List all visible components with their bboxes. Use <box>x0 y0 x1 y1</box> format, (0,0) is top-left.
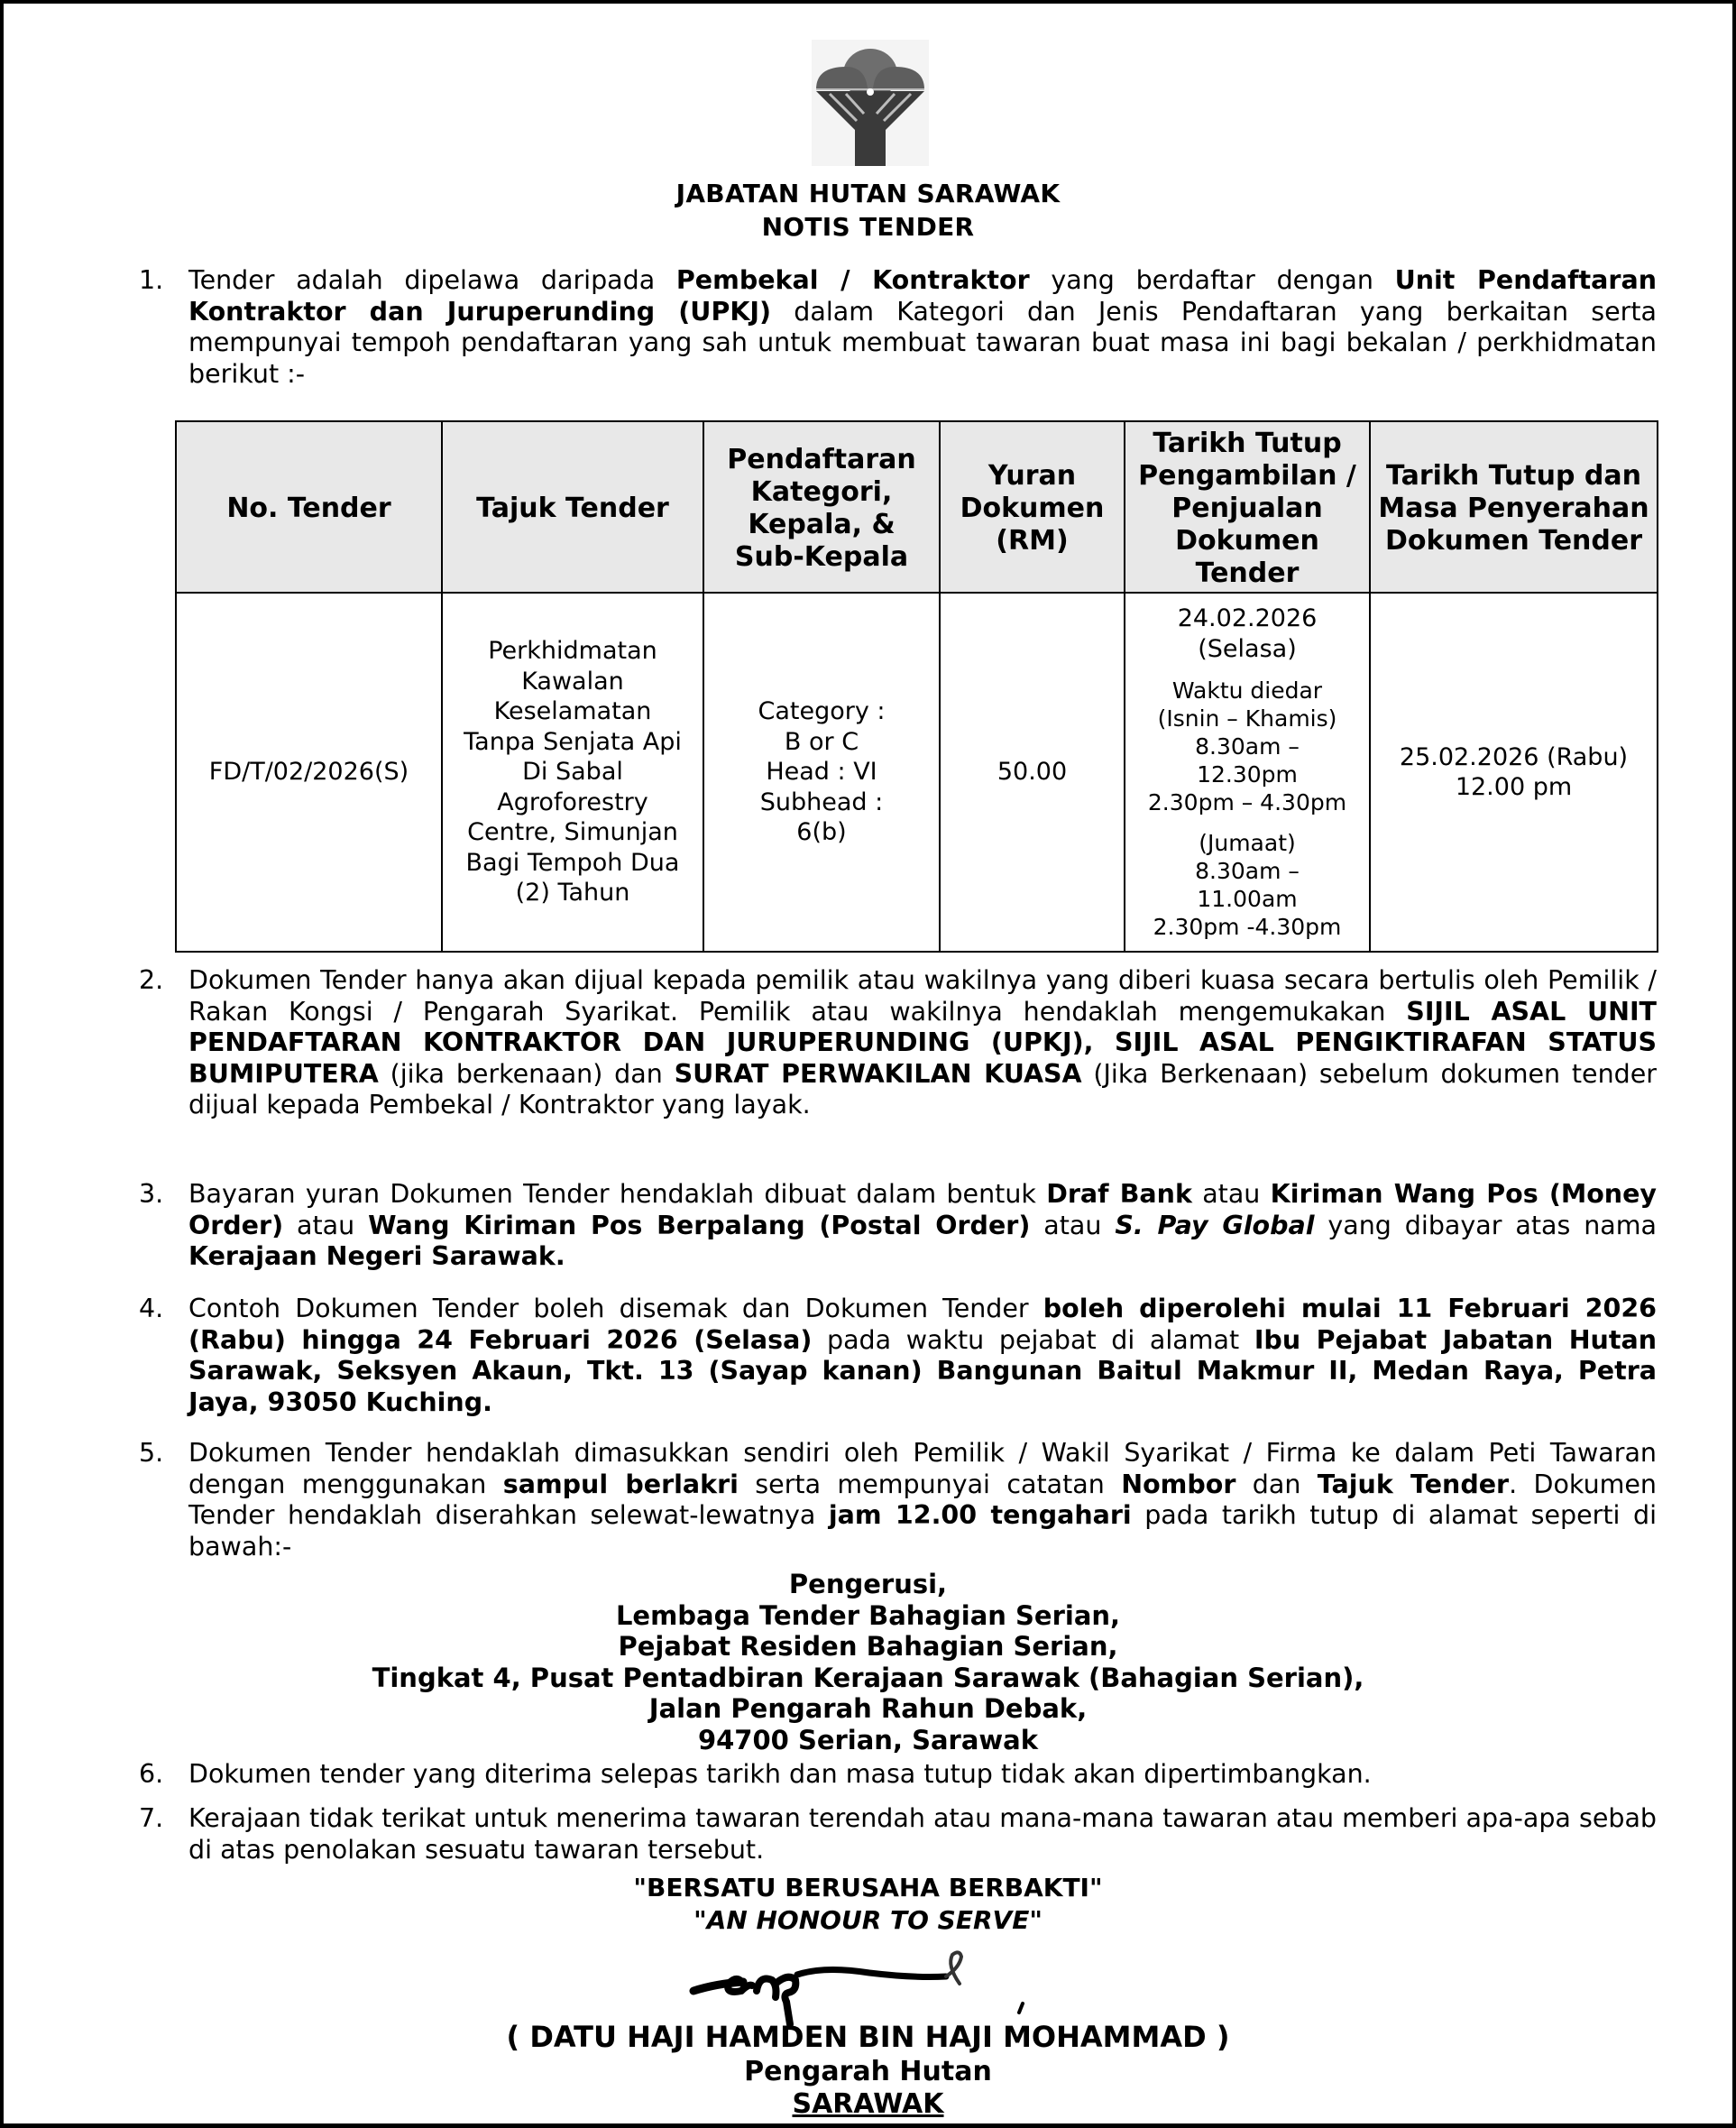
signatory-state: SARAWAK <box>792 2088 944 2120</box>
header-tarikh-tutup-pengambilan: Tarikh Tutup Pengambilan / Penjualan Dokumen Tender <box>1125 421 1370 593</box>
signatory-title: Pengarah Hutan <box>744 2056 992 2087</box>
handwritten-signature-icon <box>689 1948 1068 2029</box>
item-number: 5. <box>139 1438 164 1468</box>
table-header-row <box>176 421 1658 593</box>
item-number: 3. <box>139 1179 164 1209</box>
cell-tarikh-tutup-penyerahan: 25.02.2026 (Rabu) 12.00 pm <box>1370 593 1658 952</box>
item-number: 2. <box>139 965 164 995</box>
table-row <box>176 593 1658 952</box>
item-number: 6. <box>139 1759 164 1789</box>
item-text: Contoh Dokumen Tender boleh disemak dan Dokumen Tender boleh diperolehi mulai 11 Februari 2026 (Rabu) hingga 24 Februari 2026 (Selasa) pada waktu pejabat di alamat Ibu Pejabat Jabatan Hutan Sarawak, Seksyen Akaun, Tkt. 13 (Sayap kanan) Bangunan Baitul Makmur II, Medan Raya, Petra Jaya, 93050 Kuching. <box>188 1294 1657 1417</box>
item-number: 1. <box>139 265 164 295</box>
motto-malay: "BERSATU BERUSAHA BERBAKTI" <box>633 1873 1103 1902</box>
header-no-tender: No. Tender <box>176 421 442 593</box>
item-text: Kerajaan tidak terikat untuk menerima tawaran terendah atau mana-mana tawaran atau memberi apa-apa sebab di atas penolakan sesuatu tawaran tersebut. <box>188 1803 1657 1865</box>
header-tajuk-tender: Tajuk Tender <box>442 421 703 593</box>
tender-notice-page <box>4 4 1732 2123</box>
item-number: 4. <box>139 1294 164 1323</box>
item-number: 7. <box>139 1803 164 1833</box>
tree-emblem-icon <box>812 40 929 166</box>
item-text: Tender adalah dipelawa daripada Pembekal / Kontraktor yang berdaftar dengan Unit Pendaftaran Kontraktor dan Juruperunding (UPKJ) dalam Kategori dan Jenis Pendaftaran yang berkaitan serta mempunyai tempoh pendaftaran yang sah untuk membuat tawaran buat masa ini bagi bekalan / perkhidmatan berikut :- <box>188 265 1658 389</box>
item-text: Dokumen Tender hendaklah dimasukkan sendiri oleh Pemilik / Wakil Syarikat / Firma ke dalam Peti Tawaran dengan menggunakan sampul berlakri serta mempunyai catatan Nombor dan Tajuk Tender. Dokumen Tender hendaklah diserahkan selewat-lewatnya jam 12.00 tengahari pada tarikh tutup di alamat seperti di bawah:- <box>188 1438 1657 1561</box>
signatory-name: ( DATU HAJI HAMDEN BIN HAJI MOHAMMAD ) <box>506 2020 1230 2054</box>
cell-tarikh-tutup-pengambilan: 24.02.2026 (Selasa) Waktu diedar (Isnin – Khamis) 8.30am – 12.30pm 2.30pm – 4.30pm (Jumaat) 8.30am – 11.00am 2.30pm -4.30pm <box>1125 593 1370 952</box>
notice-title: NOTIS TENDER <box>761 212 975 242</box>
header-pendaftaran: Pendaftaran Kategori, Kepala, & Sub-Kepala <box>703 421 940 593</box>
tender-table <box>175 420 1658 953</box>
department-heading: JABATAN HUTAN SARAWAK <box>675 179 1061 208</box>
item-text: Bayaran yuran Dokumen Tender hendaklah dibuat dalam bentuk Draf Bank atau Kiriman Wang Pos (Money Order) atau Wang Kiriman Pos Berpalang (Postal Order) atau S. Pay Global yang dibayar atas nama Kerajaan Negeri Sarawak. <box>188 1179 1657 1271</box>
notice-item-3 <box>139 1179 1657 1273</box>
cell-no-tender: FD/T/02/2026(S) <box>176 593 442 952</box>
submission-address: Pengerusi, Lembaga Tender Bahagian Serian, Pejabat Residen Bahagian Serian, Tingkat 4, Pusat Pentadbiran Kerajaan Sarawak (Bahagian Serian), Jalan Pengarah Rahun Debak, 94700 Serian, Sarawak <box>372 1569 1364 1755</box>
notice-item-6 <box>139 1759 1657 1791</box>
notice-item-4 <box>139 1294 1657 1418</box>
notice-item-5 <box>139 1438 1657 1562</box>
notice-item-1 <box>139 265 1657 390</box>
item-text: Dokumen Tender hanya akan dijual kepada pemilik atau wakilnya yang diberi kuasa secara bertulis oleh Pemilik / Rakan Kongsi / Pengarah Syarikat. Pemilik atau wakilnya hendaklah mengemukakan SIJIL ASAL UNIT PENDAFTARAN KONTRAKTOR DAN JURUPERUNDING (UPKJ), SIJIL ASAL PENGIKTIRAFAN STATUS BUMIPUTERA (jika berkenaan) dan SURAT PERWAKILAN KUASA (Jika Berkenaan) sebelum dokumen tender dijual kepada Pembekal / Kontraktor yang layak. <box>188 965 1657 1119</box>
item-text: Dokumen tender yang diterima selepas tarikh dan masa tutup tidak akan dipertimbangkan. <box>188 1759 1372 1789</box>
header-tarikh-tutup-penyerahan: Tarikh Tutup dan Masa Penyerahan Dokumen Tender <box>1370 421 1658 593</box>
notice-item-7 <box>139 1803 1657 1865</box>
notice-item-2 <box>139 965 1657 1121</box>
cell-yuran: 50.00 <box>940 593 1125 952</box>
cell-pendaftaran: Category : B or C Head : VI Subhead : 6(b) <box>703 593 940 952</box>
motto-english: "AN HONOUR TO SERVE" <box>693 1905 1043 1935</box>
cell-tajuk-tender: Perkhidmatan Kawalan Keselamatan Tanpa Senjata Api Di Sabal Agroforestry Centre, Simunjan Bagi Tempoh Dua (2) Tahun <box>442 593 703 952</box>
header-yuran: Yuran Dokumen (RM) <box>940 421 1125 593</box>
